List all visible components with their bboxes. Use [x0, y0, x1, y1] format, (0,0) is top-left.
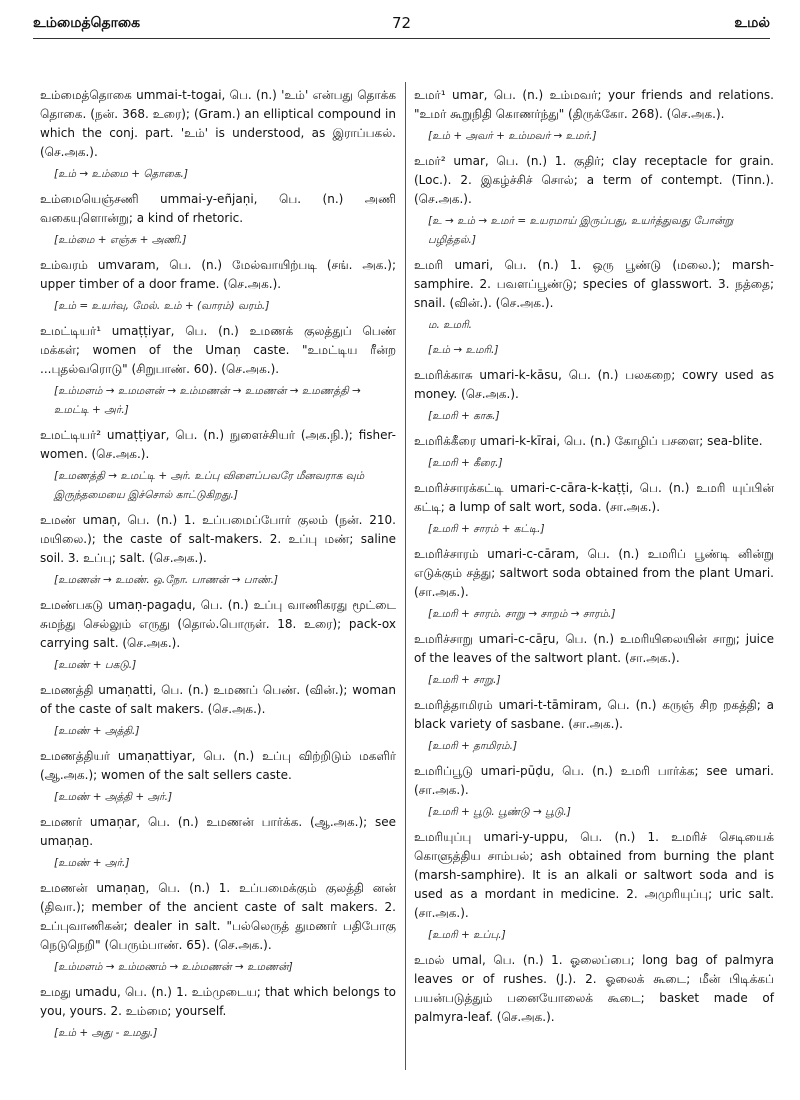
etymology: ம. உமரி.: [428, 319, 472, 331]
etymology: [உமரி + காசு.]: [428, 410, 500, 422]
dictionary-entry: உமட்டியர்² umaṭṭiyar, பெ. (n.) நுளைச்சியர் (அக.நி.); fisher-women. (செ.அக.).: [40, 428, 396, 461]
column-divider: [405, 82, 406, 1070]
dictionary-entry: உமரிச்சாரக்கட்டி umari-c-cāra-k-kaṭṭi, பெ. (n.) உமரி யுப்பின் கட்டி; a lump of salt wort, soda. (சா.அக.).: [414, 481, 774, 514]
dictionary-entry: உம்வரம் umvaram, பெ. (n.) மேல்வாயிற்படி (சங். அக.); upper timber of a door frame. (செ.அக.).: [40, 258, 396, 291]
dictionary-entry: உமது umadu, பெ. (n.) 1. உம்முடைய; that which belongs to you, yours. 2. உம்மை; yourself.: [40, 985, 396, 1018]
dictionary-entry: உம்மையெஞ்சணி ummai-y-eñjaṇi, பெ. (n.) அணி வகையுளொன்று; a kind of rhetoric.: [40, 192, 396, 225]
etymology: [உமரி + தாமிரம்.]: [428, 740, 518, 752]
page-header: [33, 14, 770, 36]
dictionary-entry: உமரிக்கீரை umari-k-kīrai, பெ. (n.) கோழிப் பசளை; sea-blite.: [414, 434, 763, 448]
etymology: [உமரி + சாரம் + கட்டி.]: [428, 523, 545, 535]
etymology: [உமண் + அத்தி + அர்.]: [54, 791, 173, 803]
dictionary-entry: உமரிக்காசு umari-k-kāsu, பெ. (n.) பலகறை; cowry used as money. (செ.அக.).: [414, 368, 774, 401]
etymology: [உம் → உம்மை + தொகை.]: [54, 168, 188, 180]
etymology: [உமரி + சாறு.]: [428, 674, 501, 686]
dictionary-entry: உமண்பகடு umaṇ-pagaḍu, பெ. (n.) உப்பு வாணிகரது மூட்டை சுமந்து செல்லும் எருது (தொல்.பொருள். 18. உரை); pack-ox carrying salt. (செ.அக.).: [40, 598, 396, 650]
dictionary-entry: உமட்டியர்¹ umaṭṭiyar, பெ. (n.) உமணக் குலத்துப் பெண் மக்கள்; women of the Umaṇ caste. "உமட்டிய ரீன்ற ...புதல்வரொடு" (சிறுபாண். 60). (செ.அக.).: [40, 324, 396, 376]
etymology: [உமண் + அர்.]: [54, 857, 130, 869]
dictionary-entry: உமரிச்சாரம் umari-c-cāram, பெ. (n.) உமரிப் பூண்டி னின்று எடுக்கும் சத்து; saltwort soda obtained from the plant Umari. (சா.அக.).: [414, 547, 774, 599]
header-rule: [33, 38, 770, 39]
etymology: [உமரி + கீரை.]: [428, 457, 503, 469]
etymology: [உமரி + சாரம். சாறு → சாறம் → சாரம்.]: [428, 608, 616, 620]
dictionary-entry: உமரி umari, பெ. (n.) 1. ஒரு பூண்டு (மலை.); marsh-samphire. 2. பவளப்பூண்டு; species of glasswort. 3. நத்தை; snail. (வின்.). (செ.அக.).: [414, 258, 774, 310]
dictionary-entry: உமர்² umar, பெ. (n.) 1. குதிர்; clay receptacle for grain. (Loc.). 2. இகழ்ச்சிச் சொல்; a term of contempt. (Tinn.). (செ.அக.).: [414, 154, 774, 206]
dictionary-entry: உமல் umal, பெ. (n.) 1. ஓலைப்பை; long bag of palmyra leaves or of rushes. (J.). 2. ஓலைக் கூடை; மீன் பிடிக்கப் பயன்படுத்தும் பனையோலைக் கூடை; basket made of palmyra-leaf. (செ.அக.).: [414, 953, 774, 1024]
etymology: [உம் = உயர்வு, மேல். உம் + (வாரம்) வரம்.]: [54, 300, 270, 312]
etymology: [உமரி + பூடு. பூண்டு → பூடு.]: [428, 806, 571, 818]
etymology: [உமணன் → உமண். ஒ.நோ. பாணன் → பாண்.]: [54, 574, 278, 586]
etymology: [உம்மளம் → உம்மணம் → உம்மணன் → உமணன்]: [54, 961, 293, 973]
page-number: 72: [391, 14, 412, 32]
dictionary-entry: உமரித்தாமிரம் umari-t-tāmiram, பெ. (n.) கருஞ் சிற றகத்தி; a black variety of sasbane. (சா.அக.).: [414, 698, 774, 731]
etymology: [உமண் + பகடு.]: [54, 659, 137, 671]
dictionary-entry: உமரிப்பூடு umari-pūḍu, பெ. (n.) உமரி பார்க்க; see umari. (சா.அக.).: [414, 764, 774, 797]
dictionary-entry: உமணன் umaṇaṉ, பெ. (n.) 1. உப்பமைக்கும் குலத்தி னன் (திவா.); member of the ancient caste of salt makers. 2. உப்புவாணிகன்; dealer in salt. "பல்லெருத் துமணர் பதிபோகு நெடுநெறி" (பெரும்பாண். 65). (செ.அக.).: [40, 881, 396, 952]
etymology: [உம் → உமரி.]: [428, 344, 499, 356]
running-head-left: உம்மைத்தொகை: [33, 15, 141, 31]
etymology: [உ → உம் → உமர் = உயரமாய் இருப்பது, உயர்த்துவது போன்று பழித்தல்.]: [428, 215, 734, 246]
etymology: [உமணத்தி → உமட்டி + அர். உப்பு விளைப்பவரே மீனவராக வும் இருந்தமையை இச்சொல் காட்டுகிறது.]: [54, 470, 365, 501]
right-column: [414, 86, 774, 1027]
running-head-right: உமல்: [734, 15, 770, 31]
dictionary-entry: உமண் umaṇ, பெ. (n.) 1. உப்பமைப்போர் குலம் (நன். 210. மயிலை.); the caste of salt-makers. 2. உப்பு மண்; saline soil. 3. உப்பு; salt. (செ.அக.).: [40, 513, 396, 565]
dictionary-entry: உமணத்தி umaṇatti, பெ. (n.) உமணப் பெண். (வின்.); woman of the caste of salt makers. (செ.அக.).: [40, 683, 396, 716]
etymology: [உமரி + உப்பு.]: [428, 929, 506, 941]
dictionary-entry: உமர்¹ umar, பெ. (n.) உம்மவர்; your friends and relations. "உமர் கூறுநிதி கொணர்ந்து" (திருக்கோ. 268). (செ.அக.).: [414, 88, 774, 121]
etymology: [உம் + அது - உமது.]: [54, 1027, 158, 1039]
dictionary-entry: உமரிச்சாறு umari-c-cāṟu, பெ. (n.) உமரியிலையின் சாறு; juice of the leaves of the saltwort plant. (சா.அக.).: [414, 632, 774, 665]
etymology: [உம்மை + எஞ்சு + அணி.]: [54, 234, 187, 246]
etymology: [உம் + அவர் + உம்மவர் → உமர்.]: [428, 130, 597, 142]
dictionary-entry: உமணத்தியர் umaṇattiyar, பெ. (n.) உப்பு விற்றிடும் மகளிர் (ஆ.அக.); women of the salt sellers caste.: [40, 749, 396, 782]
dictionary-entry: உமணர் umaṇar, பெ. (n.) உமணன் பார்க்க. (ஆ.அக.); see umaṇaṉ.: [40, 815, 396, 848]
etymology: [உமண் + அத்தி.]: [54, 725, 140, 737]
left-column: [40, 86, 396, 1043]
dictionary-entry: உம்மைத்தொகை ummai-t-togai, பெ. (n.) 'உம்' என்பது தொக்க தொகை. (நன். 368. உரை); (Gram.) an elliptical compound in which the conj. part. 'உம்' is understood, as இராப்பகல். (செ.அக.).: [40, 88, 396, 159]
etymology: [உம்மளம் → உமமளன் → உம்மணன் → உமணன் → உமணத்தி → உமட்டி + அர்.]: [54, 385, 361, 416]
dictionary-entry: உமரியுப்பு umari-y-uppu, பெ. (n.) 1. உமரிச் செடியைக் கொளுத்திய சாம்பல்; ash obtained from burning the plant (marsh-samphire). It is an alkali or saltwort soda and is used as a mordant in medicine. 2. அமுரியுப்பு; uric salt. (சா.அக.).: [414, 830, 774, 920]
